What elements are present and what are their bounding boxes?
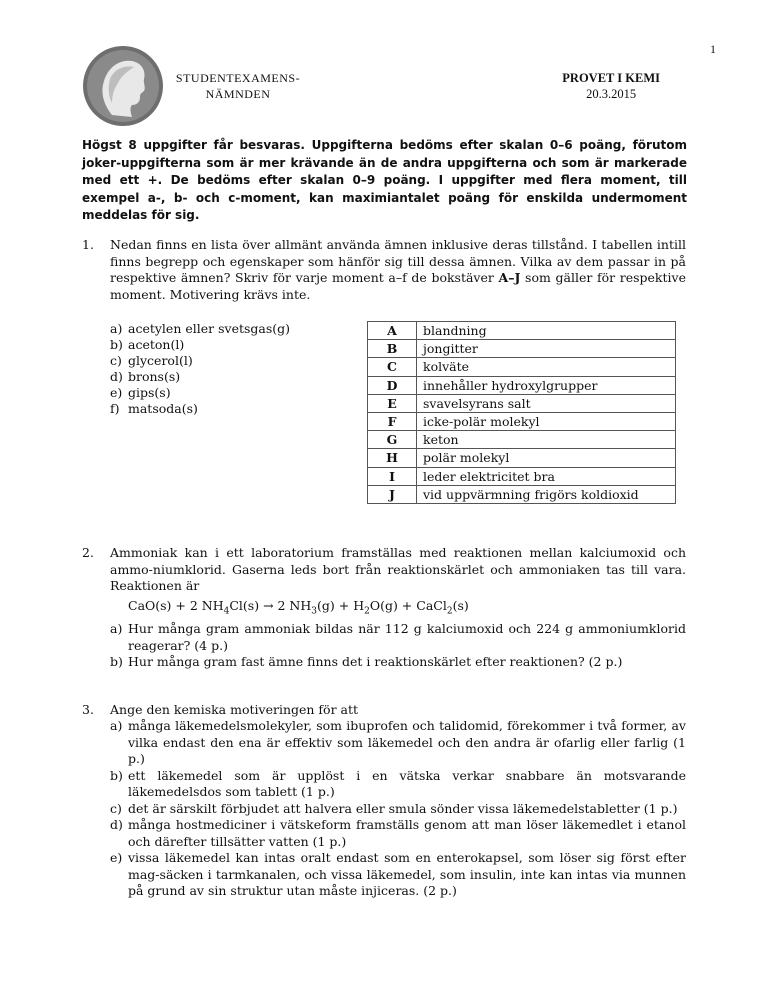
exam-title: PROVET I KEMI	[562, 71, 660, 85]
q1-text-bold: A–J	[498, 270, 521, 285]
table-row: I leder elektricitet bra	[368, 467, 676, 485]
q1-text	[110, 237, 686, 303]
table-row: E svavelsyrans salt	[368, 394, 676, 412]
list-item: c) glycerol(l)	[110, 353, 193, 368]
exam-date: 20.3.2015	[586, 87, 637, 101]
list-item: b) aceton(l)	[110, 337, 185, 352]
table-row: D innehåller hydroxylgrupper	[368, 376, 676, 394]
q1-text-part2: som gäller för respektive moment. Motivering krävs inte.	[110, 270, 686, 302]
table-row: B jongitter	[368, 340, 676, 358]
list-item: b) Hur många gram fast ämne finns det i reaktionskärlet efter reaktionen? (2 p.)	[110, 654, 623, 669]
q1-key-table	[367, 321, 676, 504]
page-number: 1	[710, 42, 716, 56]
list-item: d) brons(s)	[110, 369, 181, 384]
list-item: e) vissa läkemedel kan intas oralt endast som en enterokapsel, som löser sig först efter mag-säcken i tarmkanalen, och vissa läkemedel, som insulin, inte kan intas via munnen på grund av sin struktur utan måste injiceras. (2 p.)	[110, 850, 686, 898]
logo-profile-icon	[82, 45, 164, 127]
table-row: J vid uppvärmning frigörs koldioxid	[368, 485, 676, 503]
q2-number: 2.	[82, 545, 94, 560]
q3-number: 3.	[82, 702, 94, 717]
org-line1: STUDENTEXAMENS-	[175, 71, 301, 85]
table-row: G keton	[368, 431, 676, 449]
q3-intro: Ange den kemiska motiveringen för att	[110, 702, 359, 717]
list-item: a) acetylen eller svetsgas(g)	[110, 321, 291, 336]
q1-number: 1.	[82, 237, 94, 252]
org-name	[168, 70, 308, 102]
table-row: H polär molekyl	[368, 449, 676, 467]
list-item: b) ett läkemedel som är upplöst i en vätska verkar snabbare än motsvarande läkemedelsdos som tablett (1 p.)	[110, 767, 686, 799]
q3-subquestions	[110, 718, 686, 900]
q2-subquestions	[110, 621, 686, 671]
q1-text-part1: Nedan finns en lista över allmänt använda ämnen inklusive deras tillstånd. I tabellen intill finns begrepp och egenskaper som hänför sig till dessa ämnen. Vilka av dem passar in på respektive ämnen? Skriv för varje moment a–f de bokstäver	[110, 237, 686, 285]
exam-header	[562, 70, 660, 102]
q1-items	[110, 321, 290, 417]
list-item: f) matsoda(s)	[110, 401, 198, 416]
q2-text: Ammoniak kan i ett laboratorium framställas med reaktionen mellan kalciumoxid och ammo-niumklorid. Gaserna leds bort från reaktionskärlet och ammoniaken tas till vara. Reaktionen är	[110, 545, 686, 593]
table-row: F icke-polär molekyl	[368, 412, 676, 430]
list-item: e) gips(s)	[110, 385, 171, 400]
table-row: A blandning	[368, 322, 676, 340]
table-row: C kolväte	[368, 358, 676, 376]
org-line2: NÄMNDEN	[205, 87, 271, 101]
q2-equation: CaO(s) + 2 $NH_4Cl(s) \to 2$ $NH_3(g) + H_2O(g)$ + CaCl$_2$(s)	[128, 598, 469, 617]
list-item: a) många läkemedelsmolekyler, som ibuprofen och talidomid, förekommer i två former, av vilka endast den ena är effektiv som läkemedel och den andra är ofarlig eller farlig (1 p.)	[110, 718, 686, 766]
list-item: a) Hur många gram ammoniak bildas när 112 g kalciumoxid och 224 g ammoniumklorid reagerar? (4 p.)	[110, 621, 686, 653]
list-item: c) det är särskilt förbjudet att halvera eller smula sönder vissa läkemedelstabletter (1 p.)	[110, 800, 678, 816]
instructions: Högst 8 uppgifter får besvaras. Uppgifterna bedöms efter skalan 0–6 poäng, förutom joker-uppgifterna som är mer krävande än de andra uppgifterna och som är markerade med ett +. De bedöms efter skalan 0–9 poäng. I uppgifter med flera moment, till exempel a-, b- och c-moment, kan maximiantalet poäng för enskilda undermoment meddelas för sig.	[82, 138, 687, 222]
list-item: d) många hostmediciner i vätskeform framställs genom att man löser läkemedlet i etanol och därefter tillsätter vatten (1 p.)	[110, 817, 686, 849]
